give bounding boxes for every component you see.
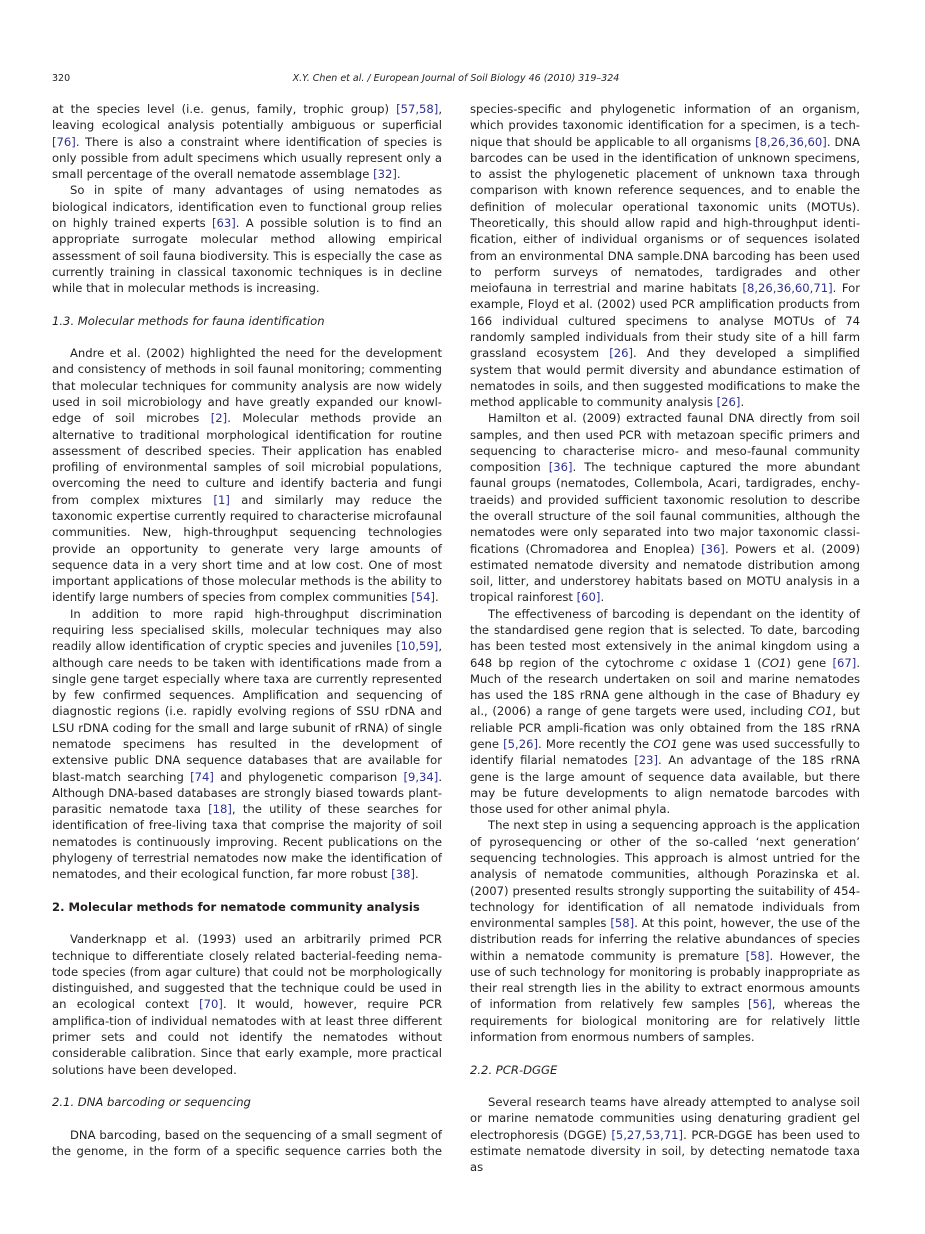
citation-link[interactable]: [70] [199,997,223,1012]
citation-link[interactable]: [2] [210,411,228,426]
italic-term: CO1 [807,704,833,719]
citation-link[interactable]: [8,26,36,60] [755,134,827,149]
paragraph: DNA barcoding, based on the sequencing of a small segment of the genome, in the form of a specific sequence carries both the [52,1127,442,1158]
citation-link[interactable]: [32] [373,167,397,182]
paragraph: Several research teams have already attempted to analyse soil or marine nematode communities using denaturing gradient gel electrophoresis (DGGE) [5,27,53,71]. PCR-DGGE has been used to estimate nematode diversity in soil, by detecting nematode taxa as [470,1095,860,1175]
citation-link[interactable]: [9,34] [403,769,439,784]
section-heading-2: 2. Molecular methods for nematode community analysis [52,899,420,914]
subsection-heading-2-1: 2.1. DNA barcoding or sequencing [52,1095,251,1110]
citation-link[interactable]: [18] [208,802,232,817]
page-number: 320 [52,73,71,84]
italic-term: c [680,655,687,670]
journal-citation-line: X.Y. Chen et al. / European Journal of Soil Biology 46 (2010) 319–324 [292,73,620,84]
paragraph: Hamilton et al. (2009) extracted faunal DNA directly from soil samples, and then used PCR with metazoan specific primers and sequencing to characterise micro- and meso-faunal community composition [36]. The technique captured the more abundant faunal groups (nematodes, Collembola, Acari, tardigrades, enchy-traeids) and provided sufficient taxonomic resolution to describe the overall structure of the soil faunal communities, although the nematodes were only separated into two major taxonomic classi-fications (Chromadorea and Enoplea) [36]. Powers et al. (2009) estimated nematode diversity and nematode distribution among soil, litter, and understorey habitats based on MOTU analysis in a tropical rainforest [60]. [470,411,860,605]
citation-link[interactable]: [56] [747,997,772,1012]
paragraph: The effectiveness of barcoding is dependant on the identity of the standardised gene region that is selected. To date, barcoding has been tested most extensively in the animal kingdom using a 648 bp region of the cytochrome c oxidase 1 (CO1) gene [67]. Much of the research undertaken on soil and marine nematodes has used the 18S rRNA gene although in the case of Bhadury ey al., (2006) a range of gene targets were used, including CO1, but reliable PCR ampli-fication was only obtained from the 18S rRNA gene [5,26]. More recently the CO1 gene was used successfully to identify filarial nematodes [23]. An advantage of the 18S rRNA gene is the large amount of sequence data available, but there may be future developments to align nematode barcodes with those used for other animal phyla. [470,606,861,817]
citation-link[interactable]: [36] [548,460,573,475]
italic-term: CO1 [761,655,787,670]
citation-link[interactable]: [76] [52,134,76,149]
paragraph: In addition to more rapid high-throughput discrimination requiring less specialised skills, molecular techniques may also readily allow identification of cryptic species and juveniles [10,59], although care needs to be taken with identifications made from a single gene target especially where taxa are currently represented by few confirmed sequences. Amplification and sequencing of diagnostic regions (i.e. rapidly evolving regions of SSU rDNA and LSU rDNA coding for the small and large subunit of rRNA) of single nematode specimens has resulted in the development of extensive public DNA sequence databases that are available for blast-match searching [74] and phylogenetic comparison [9,34]. Although DNA-based databases are strongly biased towards plant-parasitic nematode taxa [18], the utility of these searches for identification of free-living taxa that comprise the majority of soil nematodes is continuously improving. Recent publications on the phylogeny of terrestrial nematodes now make the identification of nematodes, and their ecological function, far more robust [38]. [52,606,442,882]
citation-link[interactable]: [26] [609,346,634,361]
citation-link[interactable]: [38] [391,867,415,882]
citation-link[interactable]: [5,27,53,71] [611,1127,684,1142]
citation-link[interactable]: [5,26] [503,736,539,751]
citation-link[interactable]: [1] [213,492,230,507]
running-head [52,73,860,87]
paragraph: at the species level (i.e. genus, family, trophic group) [57,58], leaving ecological analysis potentially ambiguous or superficial [76]. There is also a constraint where identification of species is only possible from adult specimens which usually represent only a small percentage of the overall nematode assemblage [32]. [52,102,442,182]
citation-link[interactable]: [60] [576,590,601,605]
citation-link[interactable]: [10,59] [396,639,439,654]
citation-link[interactable]: [8,26,36,60,71] [742,281,833,296]
citation-link[interactable]: [36] [701,541,725,556]
citation-link[interactable]: [57,58] [396,102,439,116]
right-column [470,101,860,1176]
citation-link[interactable]: [63] [211,215,236,230]
left-column [52,101,442,1159]
citation-link[interactable]: [54] [411,590,436,605]
paragraph: Vanderknapp et al. (1993) used an arbitrarily primed PCR technique to differentiate closely related bacterial-feeding nema-tode species (from agar culture) that could not be morphologically distinguished, and suggested that the technique could be used in an ecological context [70]. It would, however, require PCR amplifica-tion of individual nematodes with at least three different primer sets and could not identify the nematodes without considerable calibration. Since that early example, more practical solutions have been developed. [52,932,442,1077]
subsection-heading-1-3: 1.3. Molecular methods for fauna identification [52,313,325,328]
citation-link[interactable]: [58] [745,948,770,963]
citation-link[interactable]: [23] [634,753,659,768]
paragraph: Andre et al. (2002) highlighted the need for the development and consistency of methods in soil faunal monitoring; commenting that molecular techniques for community analysis are now widely used in soil microbiology and have greatly expanded our knowl-edge of soil microbes [2]. Molecular methods provide an alternative to traditional morphological identification for routine assessment of described species. Their application has enabled profiling of environmental samples of soil microbial populations, overcoming the need to culture and identify bacteria and fungi from complex mixtures [1] and similarly may reduce the taxonomic expertise currently required to characterise microfaunal communities. New, high-throughput sequencing technologies provide an opportunity to generate very large amounts of sequence data in a very short time and at low cost. One of most important applications of those molecular methods is the ability to identify large numbers of species from complex communities [54]. [52,346,443,605]
paragraph: So in spite of many advantages of using nematodes as biological indicators, identification even to functional group relies on highly trained experts [63]. A possible solution is to find an appropriate surrogate molecular method allowing empirical assessment of soil fauna biodiversity. This is especially the case as currently training in classical taxonomic techniques is in decline while that in molecular methods is increasing. [52,183,443,296]
subsection-heading-2-2: 2.2. PCR-DGGE [470,1062,558,1077]
citation-link[interactable]: [74] [190,769,214,784]
citation-link[interactable]: [26] [716,395,741,410]
citation-link[interactable]: [67] [832,655,857,670]
citation-link[interactable]: [58] [610,916,635,931]
paragraph: The next step in using a sequencing approach is the application of pyrosequencing or other of the so-called ‘next generation’ sequencing technologies. This approach is almost untried for the analysis of nematode communities, although Porazinska et al. (2007) presented results strongly supporting the suitability of 454-technology for identification of all nematode individuals from environmental samples [58]. At this point, however, the use of the distribution reads for inferring the relative abundances of species within a nematode community is premature [58]. However, the use of such technology for monitoring is probably inappropriate as their real strength lies in the ability to extract enormous amounts of information from relatively few samples [56], whereas the requirements for biological monitoring are for relatively little information from enormous numbers of samples. [470,818,860,1045]
paragraph: species-specific and phylogenetic information of an organism, which provides taxonomic identification for a specimen, is a tech-nique that should be applicable to all organisms [8,26,36,60]. DNA barcodes can be used in the identification of unknown specimens, to assist the phylogenetic placement of unknown taxa through comparison with known reference sequences, and to enable the definition of molecular operational taxonomic units (MOTUs). Theoretically, this should allow rapid and high-throughput identi-fication, either of individual organisms or of sequences isolated from an environmental DNA sample.DNA barcoding has been used to perform surveys of nematodes, tardigrades and other meiofauna in terrestrial and marine habitats [8,26,36,60,71]. For example, Floyd et al. (2002) used PCR amplification products from 166 individual cultured specimens to analyse MOTUs of 74 randomly sampled individuals from their study site of a hill farm grassland ecosystem [26]. And they developed a simplified system that would permit diversity and abundance estimation of nematodes in soils, and then suggested modifications to make the method applicable to community analysis [26]. [470,102,861,410]
italic-term: CO1 [653,736,678,751]
